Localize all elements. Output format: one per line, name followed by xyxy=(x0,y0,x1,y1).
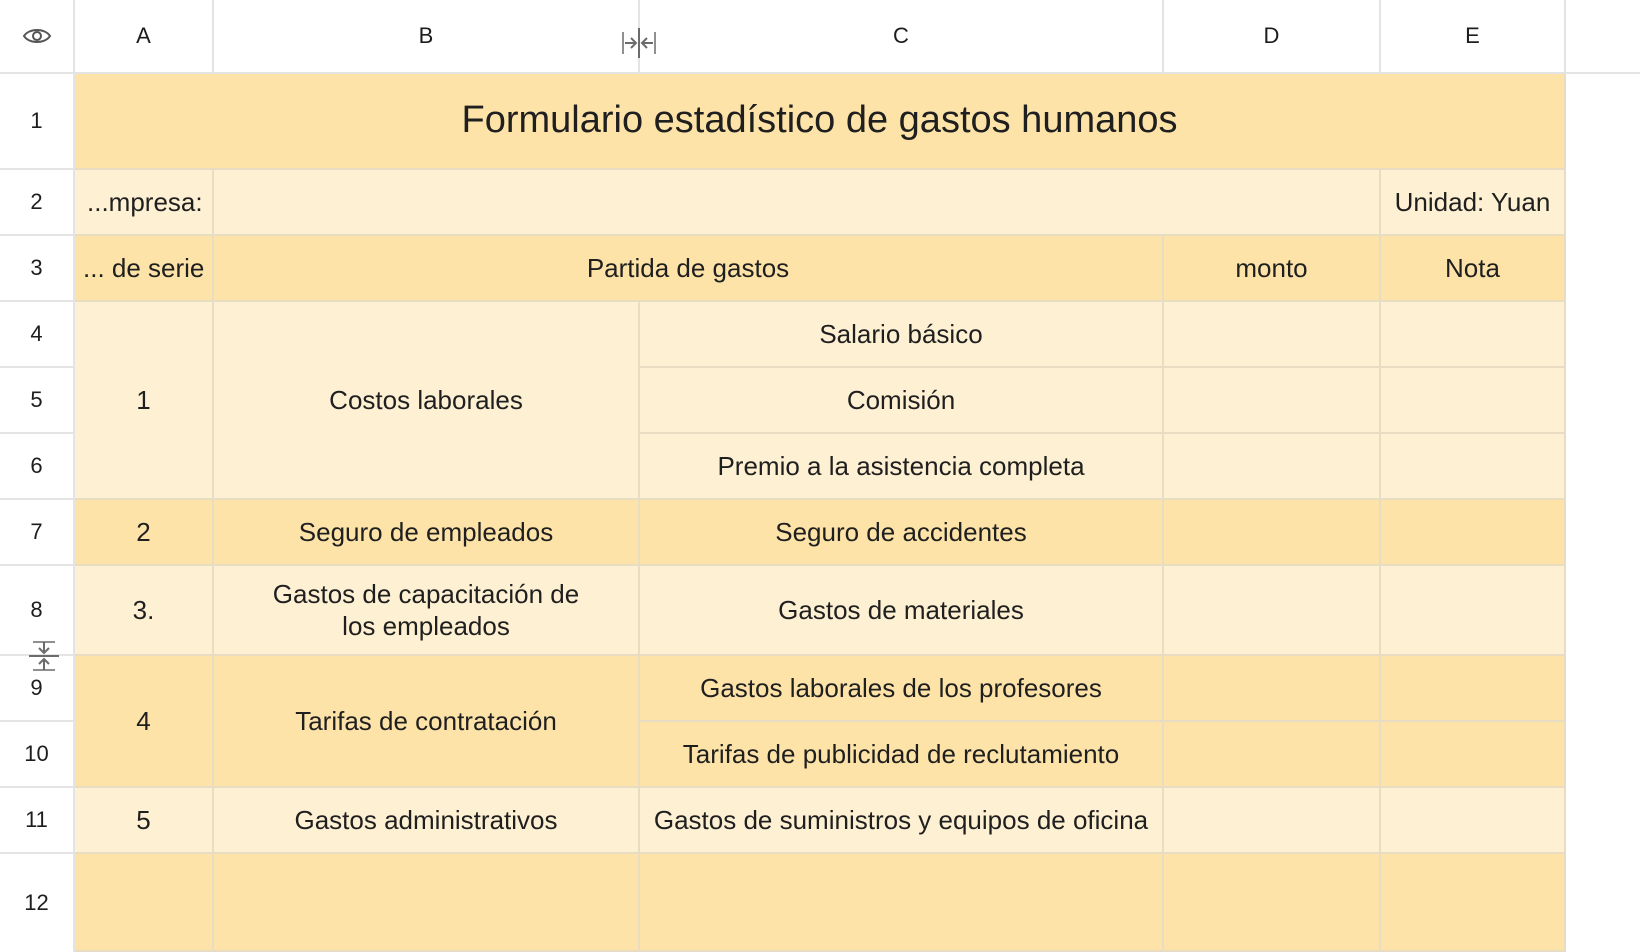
note-cell[interactable] xyxy=(1381,566,1566,656)
row-header-3[interactable]: 3 xyxy=(0,236,75,302)
sheet-title[interactable]: Formulario estadístico de gastos humanos xyxy=(75,74,1566,170)
row-header-4[interactable]: 4 xyxy=(0,302,75,368)
item-cell[interactable]: Gastos de suministros y equipos de oficina xyxy=(640,788,1164,854)
row-header-6[interactable]: 6 xyxy=(0,434,75,500)
note-cell[interactable] xyxy=(1381,788,1566,854)
amount-cell[interactable] xyxy=(1164,788,1381,854)
unit-label-cell[interactable]: Unidad: Yuan xyxy=(1381,170,1566,236)
serial-cell[interactable]: 3. xyxy=(75,566,214,656)
row-header-8[interactable]: 8 xyxy=(0,566,75,656)
amount-cell[interactable] xyxy=(1164,566,1381,656)
serial-cell[interactable]: 2 xyxy=(75,500,214,566)
corner-header[interactable] xyxy=(0,0,75,74)
item-header-cell[interactable]: Partida de gastos xyxy=(214,236,1164,302)
column-header-e[interactable]: E xyxy=(1381,0,1566,74)
item-cell[interactable]: Salario básico xyxy=(640,302,1164,368)
note-header-cell[interactable]: Nota xyxy=(1381,236,1566,302)
row-resize-icon[interactable] xyxy=(27,640,61,672)
item-cell[interactable]: Gastos de materiales xyxy=(640,566,1164,656)
item-cell[interactable]: Premio a la asistencia completa xyxy=(640,434,1164,500)
item-cell[interactable]: Seguro de accidentes xyxy=(640,500,1164,566)
empty-cell[interactable] xyxy=(640,854,1164,952)
note-cell[interactable] xyxy=(1381,656,1566,722)
empty-cell[interactable] xyxy=(75,854,214,952)
company-value-cell[interactable] xyxy=(214,170,1381,236)
item-cell[interactable]: Comisión xyxy=(640,368,1164,434)
amount-cell[interactable] xyxy=(1164,368,1381,434)
serial-header-cell[interactable]: ... de serie xyxy=(75,236,214,302)
amount-cell[interactable] xyxy=(1164,434,1381,500)
category-cell[interactable]: Costos laborales xyxy=(214,302,640,500)
column-header-b[interactable]: B xyxy=(214,0,640,74)
item-cell[interactable]: Tarifas de publicidad de reclutamiento xyxy=(640,722,1164,788)
column-header-a[interactable]: A xyxy=(75,0,214,74)
empty-cell[interactable] xyxy=(1164,854,1381,952)
category-cell[interactable]: Gastos de capacitación de los empleados xyxy=(214,566,640,656)
row-header-1[interactable]: 1 xyxy=(0,74,75,170)
column-header-spacer xyxy=(1566,0,1640,74)
amount-cell[interactable] xyxy=(1164,656,1381,722)
item-cell[interactable]: Gastos laborales de los profesores xyxy=(640,656,1164,722)
note-cell[interactable] xyxy=(1381,722,1566,788)
serial-cell[interactable]: 1 xyxy=(75,302,214,500)
column-resize-icon[interactable] xyxy=(621,26,657,60)
row-header-7[interactable]: 7 xyxy=(0,500,75,566)
row-header-5[interactable]: 5 xyxy=(0,368,75,434)
amount-cell[interactable] xyxy=(1164,302,1381,368)
note-cell[interactable] xyxy=(1381,434,1566,500)
row-header-10[interactable]: 10 xyxy=(0,722,75,788)
serial-cell[interactable]: 4 xyxy=(75,656,214,788)
row-header-11[interactable]: 11 xyxy=(0,788,75,854)
row-header-9[interactable]: 9 xyxy=(0,656,75,722)
empty-cell[interactable] xyxy=(214,854,640,952)
company-label-cell[interactable]: ...mpresa: xyxy=(75,170,214,236)
amount-cell[interactable] xyxy=(1164,722,1381,788)
serial-cell[interactable]: 5 xyxy=(75,788,214,854)
category-cell[interactable]: Gastos administrativos xyxy=(214,788,640,854)
note-cell[interactable] xyxy=(1381,302,1566,368)
column-header-d[interactable]: D xyxy=(1164,0,1381,74)
note-cell[interactable] xyxy=(1381,368,1566,434)
note-cell[interactable] xyxy=(1381,500,1566,566)
empty-cell[interactable] xyxy=(1381,854,1566,952)
amount-cell[interactable] xyxy=(1164,500,1381,566)
row-header-12[interactable]: 12 xyxy=(0,854,75,952)
column-header-c[interactable]: C xyxy=(640,0,1164,74)
category-cell[interactable]: Seguro de empleados xyxy=(214,500,640,566)
amount-header-cell[interactable]: monto xyxy=(1164,236,1381,302)
category-cell[interactable]: Tarifas de contratación xyxy=(214,656,640,788)
row-header-2[interactable]: 2 xyxy=(0,170,75,236)
eye-icon[interactable] xyxy=(22,25,52,47)
